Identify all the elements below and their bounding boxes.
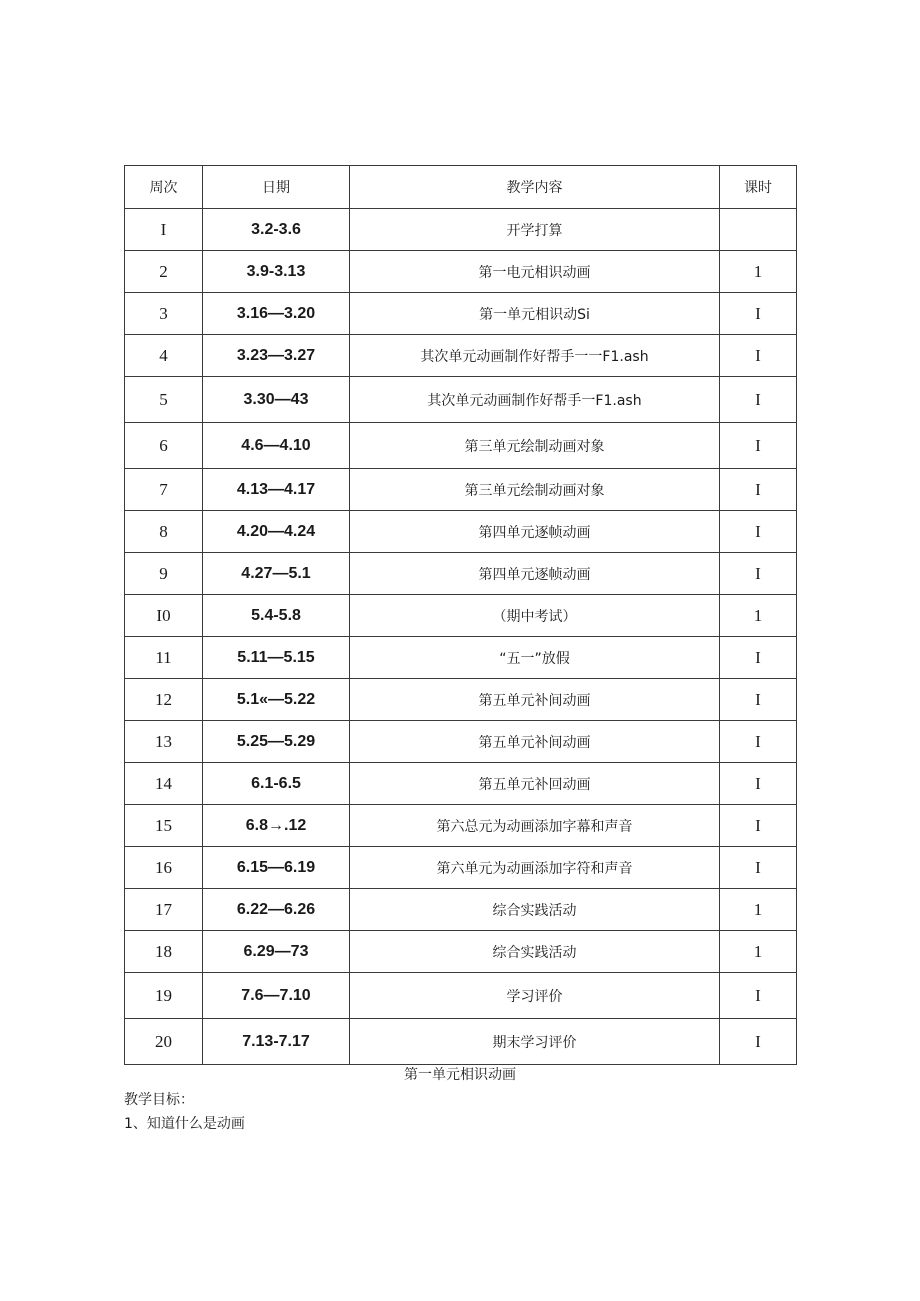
hours-cell: 1 xyxy=(720,931,797,973)
week-cell: 17 xyxy=(125,889,203,931)
week-cell: 2 xyxy=(125,251,203,293)
content-cell: 综合实践活动 xyxy=(350,931,720,973)
date-cell: 5.1«—5.22 xyxy=(203,679,350,721)
hours-cell: 1 xyxy=(720,595,797,637)
table-row xyxy=(125,931,797,973)
week-cell: 18 xyxy=(125,931,203,973)
hours-cell: I xyxy=(720,973,797,1019)
hours-cell: I xyxy=(720,423,797,469)
week-cell: 15 xyxy=(125,805,203,847)
teaching-schedule-table xyxy=(124,165,797,1065)
content-cell: 综合实践活动 xyxy=(350,889,720,931)
week-cell: 9 xyxy=(125,553,203,595)
content-cell: 其次单元动画制作好帮手一F1.ash xyxy=(350,377,720,423)
date-cell: 6.29—73 xyxy=(203,931,350,973)
date-cell: 7.13-7.17 xyxy=(203,1019,350,1065)
date-cell: 3.23—3.27 xyxy=(203,335,350,377)
date-cell: 5.25—5.29 xyxy=(203,721,350,763)
goal-item: 1、知道什么是动画 xyxy=(124,1116,245,1132)
date-cell: 6.1-6.5 xyxy=(203,763,350,805)
week-cell: 5 xyxy=(125,377,203,423)
content-cell: 开学打算 xyxy=(350,209,720,251)
date-cell: 4.6—4.10 xyxy=(203,423,350,469)
table-row xyxy=(125,251,797,293)
content-cell: 学习评价 xyxy=(350,973,720,1019)
table-row xyxy=(125,377,797,423)
table-row xyxy=(125,847,797,889)
content-cell: “五一”放假 xyxy=(350,637,720,679)
date-cell: 5.4-5.8 xyxy=(203,595,350,637)
table-row xyxy=(125,335,797,377)
table-row xyxy=(125,469,797,511)
date-cell: 3.16—3.20 xyxy=(203,293,350,335)
content-cell: 第五单元补间动画 xyxy=(350,679,720,721)
hours-cell: I xyxy=(720,553,797,595)
table-row xyxy=(125,1019,797,1065)
hours-cell: 1 xyxy=(720,889,797,931)
hours-cell: I xyxy=(720,847,797,889)
week-cell: 3 xyxy=(125,293,203,335)
header-hours: 课时 xyxy=(720,166,797,209)
date-cell: 6.8→.12 xyxy=(203,805,350,847)
table-row xyxy=(125,679,797,721)
week-cell: I0 xyxy=(125,595,203,637)
header-content: 教学内容 xyxy=(350,166,720,209)
table-row xyxy=(125,511,797,553)
table-row xyxy=(125,763,797,805)
week-cell: 20 xyxy=(125,1019,203,1065)
date-cell: 3.30—43 xyxy=(203,377,350,423)
week-cell: 12 xyxy=(125,679,203,721)
table-row xyxy=(125,637,797,679)
content-cell: 第六单元为动画添加字符和声音 xyxy=(350,847,720,889)
table-row xyxy=(125,721,797,763)
content-cell: 第四单元逐帧动画 xyxy=(350,553,720,595)
header-week: 周次 xyxy=(125,166,203,209)
hours-cell: I xyxy=(720,805,797,847)
header-row xyxy=(125,166,797,209)
table-row xyxy=(125,209,797,251)
hours-cell: I xyxy=(720,511,797,553)
week-cell: 7 xyxy=(125,469,203,511)
week-cell: 16 xyxy=(125,847,203,889)
hours-cell: I xyxy=(720,293,797,335)
week-cell: 14 xyxy=(125,763,203,805)
table-row xyxy=(125,423,797,469)
table-row xyxy=(125,889,797,931)
week-cell: 4 xyxy=(125,335,203,377)
table-row xyxy=(125,973,797,1019)
week-cell: 11 xyxy=(125,637,203,679)
content-cell: 第五单元补回动画 xyxy=(350,763,720,805)
hours-cell xyxy=(720,209,797,251)
week-cell: 6 xyxy=(125,423,203,469)
content-cell: 第五单元补间动画 xyxy=(350,721,720,763)
date-cell: 4.20—4.24 xyxy=(203,511,350,553)
content-cell: 第六总元为动画添加字幕和声音 xyxy=(350,805,720,847)
hours-cell: I xyxy=(720,763,797,805)
week-cell: 13 xyxy=(125,721,203,763)
content-cell: 期末学习评价 xyxy=(350,1019,720,1065)
date-cell: 3.9-3.13 xyxy=(203,251,350,293)
hours-cell: I xyxy=(720,721,797,763)
goals-label: 教学目标： xyxy=(124,1092,194,1108)
hours-cell: I xyxy=(720,1019,797,1065)
content-cell: 第三单元绘制动画对象 xyxy=(350,423,720,469)
date-cell: 6.22—6.26 xyxy=(203,889,350,931)
week-cell: I xyxy=(125,209,203,251)
date-cell: 4.13—4.17 xyxy=(203,469,350,511)
date-cell: 6.15—6.19 xyxy=(203,847,350,889)
date-cell: 7.6—7.10 xyxy=(203,973,350,1019)
content-cell: 第一电元相识动画 xyxy=(350,251,720,293)
table-row xyxy=(125,805,797,847)
date-cell: 3.2-3.6 xyxy=(203,209,350,251)
content-cell: 第四单元逐帧动画 xyxy=(350,511,720,553)
content-cell: 第三单元绘制动画对象 xyxy=(350,469,720,511)
content-cell: （期中考试） xyxy=(350,595,720,637)
unit-title: 第一单元相识动画 xyxy=(404,1067,516,1083)
date-cell: 5.11—5.15 xyxy=(203,637,350,679)
week-cell: 8 xyxy=(125,511,203,553)
hours-cell: I xyxy=(720,335,797,377)
date-cell: 4.27—5.1 xyxy=(203,553,350,595)
header-date: 日期 xyxy=(203,166,350,209)
hours-cell: 1 xyxy=(720,251,797,293)
hours-cell: I xyxy=(720,637,797,679)
hours-cell: I xyxy=(720,377,797,423)
table-row xyxy=(125,553,797,595)
table-row xyxy=(125,595,797,637)
content-cell: 其次单元动画制作好帮手一一F1.ash xyxy=(350,335,720,377)
content-cell: 第一单元相识动Si xyxy=(350,293,720,335)
hours-cell: I xyxy=(720,679,797,721)
table-row xyxy=(125,293,797,335)
hours-cell: I xyxy=(720,469,797,511)
week-cell: 19 xyxy=(125,973,203,1019)
